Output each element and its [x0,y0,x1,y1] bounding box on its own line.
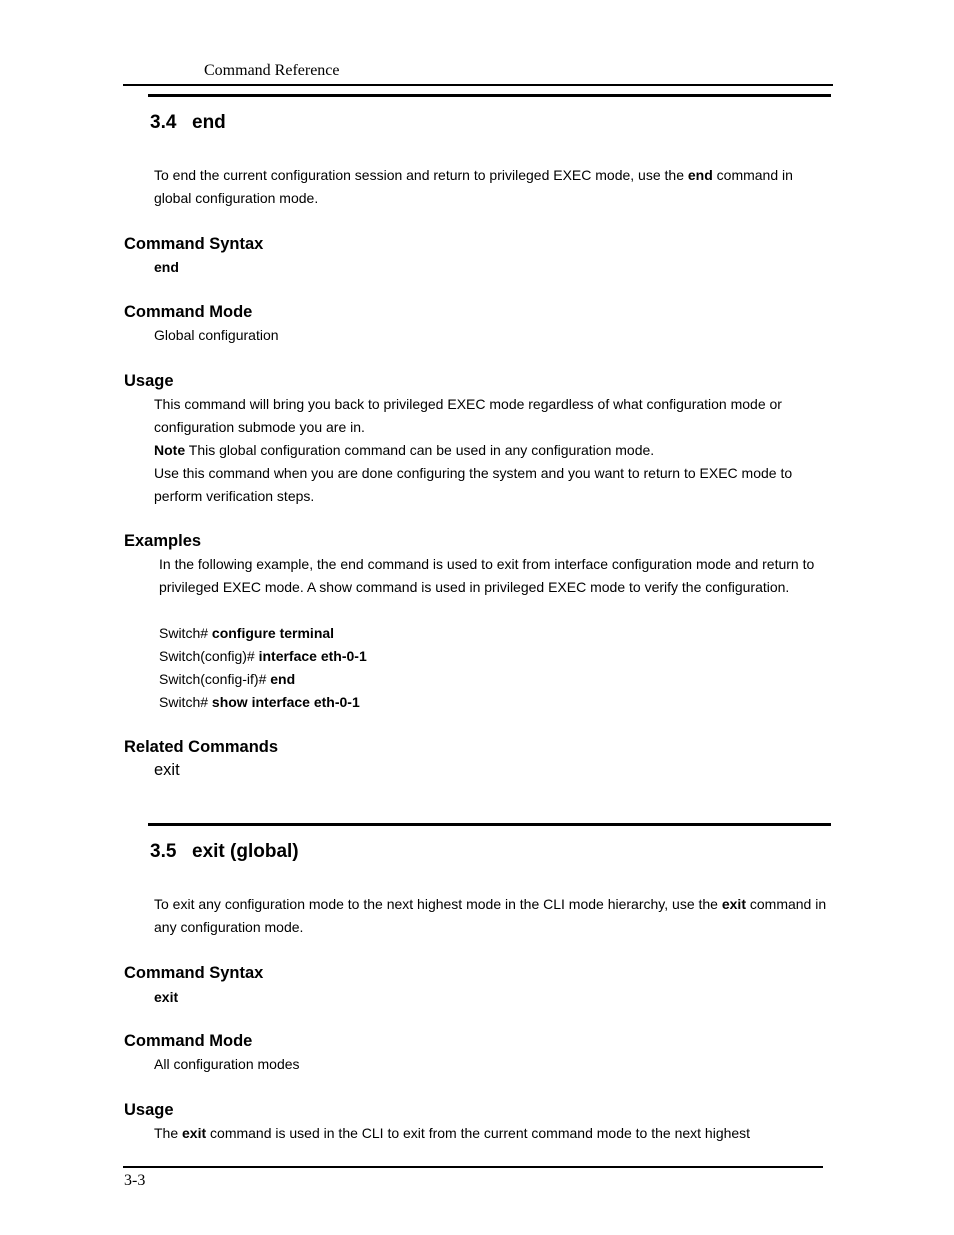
intro-text: To exit any configuration mode to the next highest mode in the CLI mode hierarchy, use the [154,896,722,912]
command-mode-value: All configuration modes [154,1056,300,1072]
usage-paragraph: This command will bring you back to privileged EXEC mode regardless of what configuration mode or configuration submode you are in. [154,396,782,435]
command-mode-value: Global configuration [154,327,279,343]
section-name: exit (global) [192,841,299,862]
running-header: Command Reference [204,62,340,79]
example-prompt: Switch# [159,625,212,641]
examples-intro: In the following example, the end command is used to exit from interface configuration mode and return to privileged EXEC mode. A show command is used in privileged EXEC mode to verify the configuration. [159,556,815,595]
section-title-3-5 [150,841,299,863]
intro-paragraph [154,893,834,939]
note-label: Note [154,442,186,458]
section-name: end [192,112,226,133]
usage-heading: Usage [124,1101,174,1119]
section-number: 3.4 [150,112,177,133]
intro-paragraph [154,164,834,210]
usage-text-end: command is used in the CLI to exit from the current command mode to the next highest [206,1125,751,1141]
example-line [159,622,334,645]
section-number: 3.5 [150,841,177,862]
section-rule [148,823,831,826]
footer-rule [123,1166,823,1168]
intro-text: To end the current configuration session and return to privileged EXEC mode, use the [154,167,688,183]
example-command: interface eth-0-1 [258,648,367,664]
command-syntax-value: end [154,259,179,275]
note-text: This global configuration command can be used in any configuration mode. [185,442,655,458]
example-prompt: Switch# [159,694,212,710]
usage-command: exit [182,1125,207,1141]
example-prompt: Switch(config)# [159,648,259,664]
usage-paragraph [154,1122,750,1145]
section-rule [148,94,831,97]
command-mode-heading: Command Mode [124,303,253,321]
intro-command: exit [721,896,746,912]
related-command-exit: exit [154,761,180,779]
example-command: show interface eth-0-1 [211,694,360,710]
intro-text-end: command in any configuration mode. [154,896,827,935]
section-title-3-4 [150,112,226,134]
example-line [159,668,295,691]
command-syntax-heading: Command Syntax [124,235,264,253]
command-syntax-value: exit [154,989,179,1005]
command-mode-heading: Command Mode [124,1032,253,1050]
page-number: 3-3 [124,1172,146,1189]
example-command: end [270,671,296,687]
header-rule [123,84,833,86]
example-command: configure terminal [211,625,335,641]
example-line [159,645,367,668]
related-commands-heading: Related Commands [124,738,279,756]
intro-text-end: command in global configuration mode. [154,167,793,206]
usage-text: The [154,1125,183,1141]
usage-note [154,439,654,462]
example-prompt: Switch(config-if)# [159,671,271,687]
usage-heading: Usage [124,372,174,390]
intro-command: end [687,167,713,183]
usage-extra-paragraph: Use this command when you are done configuring the system and you want to return to EXEC mode to perform verification steps. [154,465,793,504]
example-line [159,691,360,714]
command-syntax-heading: Command Syntax [124,964,264,982]
examples-heading: Examples [124,532,202,550]
